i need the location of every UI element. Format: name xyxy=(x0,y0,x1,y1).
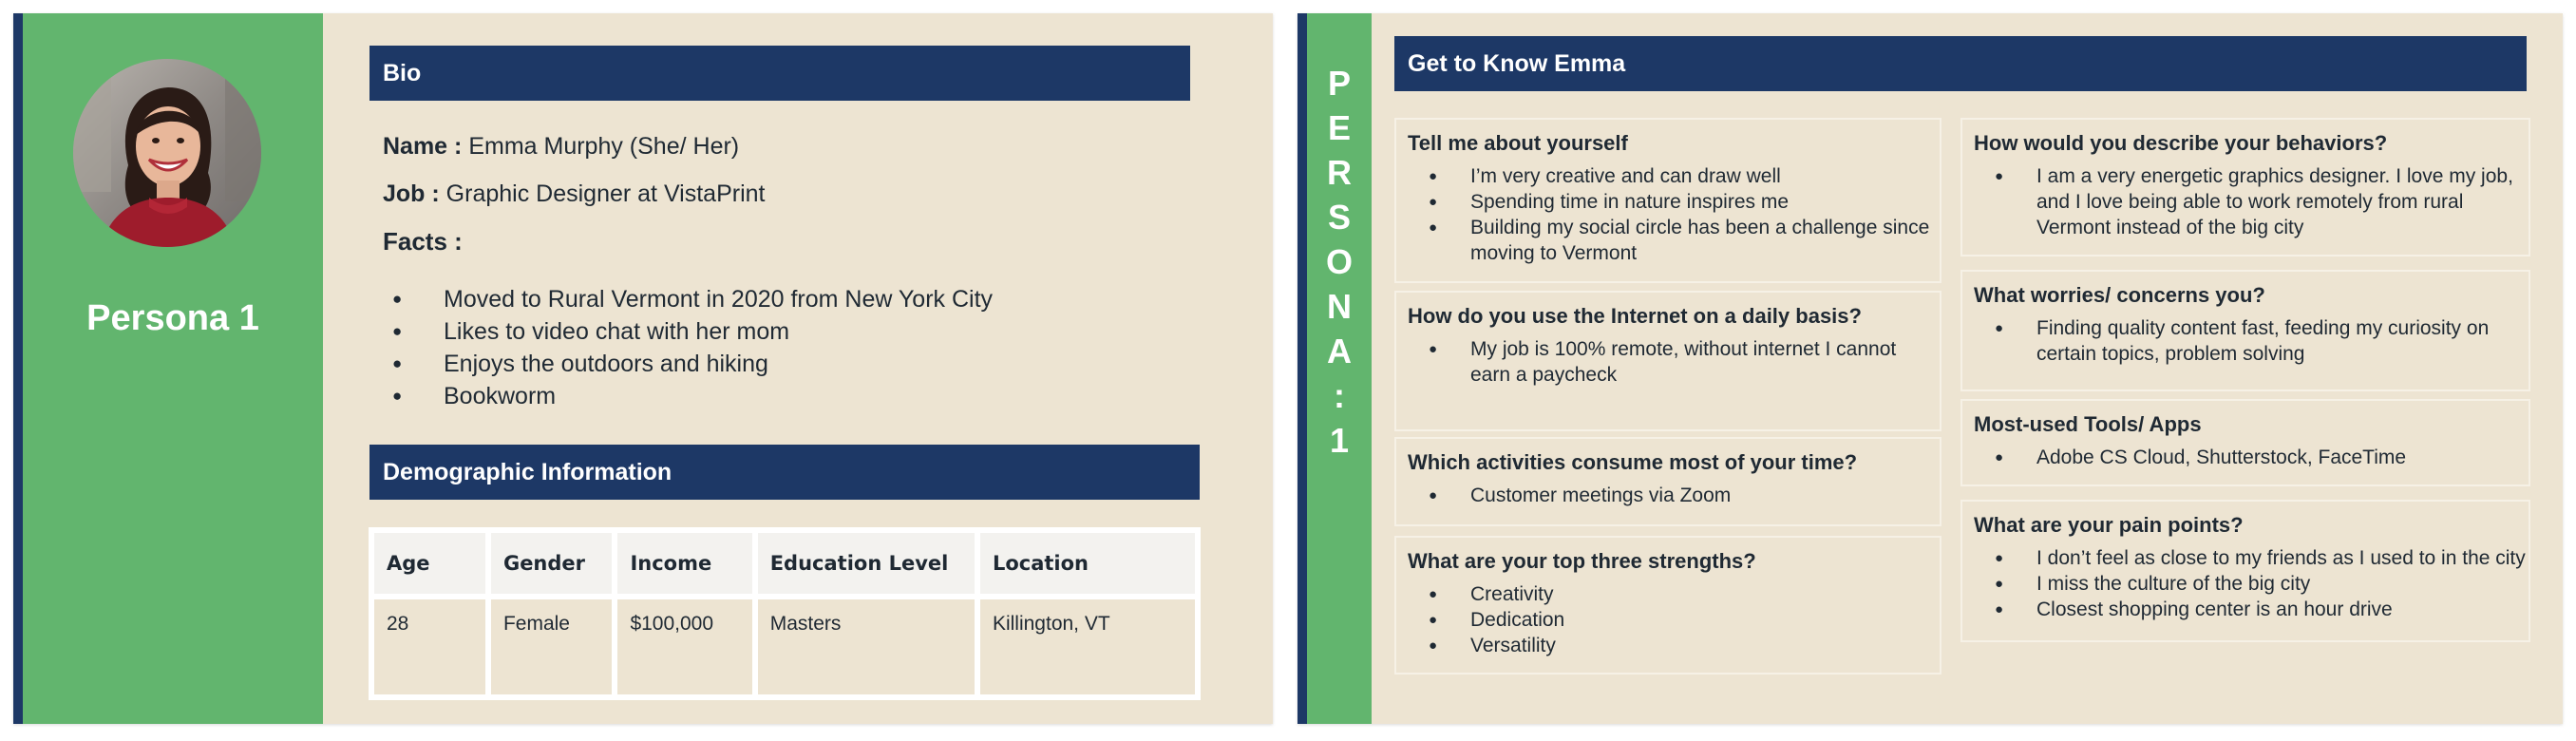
card-answer: ● Versatility xyxy=(1408,633,1940,658)
card-answer: ● I am a very energetic graphics designer. I love my job, and I love being able to work remotely from rural Vermont instead of the big city xyxy=(1974,163,2529,240)
card-answer-list xyxy=(1974,445,2529,470)
card-answer: ● I miss the culture of the big city xyxy=(1974,571,2529,597)
vertical-letter: N xyxy=(1327,287,1352,326)
facts-label: Facts : xyxy=(383,227,463,256)
vertical-letter: R xyxy=(1327,153,1352,192)
persona-title: Persona 1 xyxy=(86,298,259,338)
card-question: Tell me about yourself xyxy=(1408,131,1628,155)
card-strengths xyxy=(1394,536,1941,674)
card-answer-list xyxy=(1408,581,1940,658)
slide-edge-strip xyxy=(1297,13,1307,724)
card-question: What are your pain points? xyxy=(1974,513,2244,537)
cell-income: $100,000 xyxy=(615,597,754,697)
fact-item: ● Enjoys the outdoors and hiking xyxy=(383,348,993,380)
card-question: Most-used Tools/ Apps xyxy=(1974,412,2202,436)
cell-location: Killington, VT xyxy=(977,597,1198,697)
persona-sidebar xyxy=(23,13,323,724)
card-answer-list xyxy=(1974,545,2529,622)
card-worries xyxy=(1960,270,2530,391)
card-answer: ● Adobe CS Cloud, Shutterstock, FaceTime xyxy=(1974,445,2529,470)
card-pain-points xyxy=(1960,500,2530,642)
get-to-know-slide xyxy=(1297,13,2563,724)
card-answer: ● Dedication xyxy=(1408,607,1940,633)
demographic-table xyxy=(369,527,1201,700)
avatar-photo-icon xyxy=(73,59,261,247)
column-header-income: Income xyxy=(615,530,754,597)
bio-name xyxy=(383,133,739,161)
vertical-persona-title xyxy=(1307,61,1372,463)
name-label: Name : xyxy=(383,133,463,160)
column-header-location: Location xyxy=(977,530,1198,597)
slide-edge-strip xyxy=(13,13,23,724)
card-question: What worries/ concerns you? xyxy=(1974,283,2265,307)
column-header-gender: Gender xyxy=(488,530,615,597)
vertical-letter: : xyxy=(1334,376,1345,415)
card-question: How do you use the Internet on a daily basis? xyxy=(1408,304,1862,328)
fact-item: ● Bookworm xyxy=(383,380,993,412)
card-answer: ● Customer meetings via Zoom xyxy=(1408,483,1940,508)
card-activities xyxy=(1394,437,1941,526)
card-answer: ● Building my social circle has been a challenge since moving to Vermont xyxy=(1408,215,1940,266)
table-header-row xyxy=(371,530,1198,597)
demographic-heading: Demographic Information xyxy=(369,445,1200,500)
cell-education: Masters xyxy=(755,597,977,697)
card-answer-list xyxy=(1974,315,2529,367)
column-header-education: Education Level xyxy=(755,530,977,597)
card-answer: ● Creativity xyxy=(1408,581,1940,607)
bio-job xyxy=(383,180,765,208)
avatar xyxy=(73,59,261,247)
card-answer: ● Spending time in nature inspires me xyxy=(1408,189,1940,215)
card-answer-list xyxy=(1408,163,1940,266)
card-behaviors xyxy=(1960,118,2530,256)
vertical-letter: P xyxy=(1327,64,1351,103)
card-answer: ● Finding quality content fast, feeding my curiosity on certain topics, problem solving xyxy=(1974,315,2529,367)
fact-item: ● Moved to Rural Vermont in 2020 from New York City xyxy=(383,283,993,315)
vertical-letter: 1 xyxy=(1329,421,1350,460)
vertical-letter: O xyxy=(1325,242,1353,281)
card-question: Which activities consume most of your time? xyxy=(1408,450,1858,474)
card-answer: ● I’m very creative and can draw well xyxy=(1408,163,1940,189)
job-label: Job : xyxy=(383,180,440,207)
card-answer: ● Closest shopping center is an hour drive xyxy=(1974,597,2529,622)
cell-age: 28 xyxy=(371,597,488,697)
card-answer-list xyxy=(1974,163,2529,240)
card-question: What are your top three strengths? xyxy=(1408,549,1756,573)
facts-list xyxy=(383,283,993,412)
vertical-letter: A xyxy=(1327,332,1352,370)
card-answer: ● I don’t feel as close to my friends as I used to in the city xyxy=(1974,545,2529,571)
job-value: Graphic Designer at VistaPrint xyxy=(445,180,766,207)
card-internet-use xyxy=(1394,291,1941,431)
persona-vertical-sidebar xyxy=(1307,13,1372,724)
card-answer-list xyxy=(1408,483,1940,508)
card-question: How would you describe your behaviors? xyxy=(1974,131,2388,155)
table-row xyxy=(371,597,1198,697)
column-header-age: Age xyxy=(371,530,488,597)
vertical-letter: S xyxy=(1327,198,1351,237)
card-answer: ● My job is 100% remote, without internet I cannot earn a paycheck xyxy=(1408,336,1940,388)
bio-heading: Bio xyxy=(369,46,1190,101)
cell-gender: Female xyxy=(488,597,615,697)
vertical-letter: E xyxy=(1327,108,1351,147)
fact-item: ● Likes to video chat with her mom xyxy=(383,315,993,348)
get-to-know-heading: Get to Know Emma xyxy=(1394,36,2527,91)
card-tools-apps xyxy=(1960,399,2530,486)
card-answer-list xyxy=(1408,336,1940,388)
name-value: Emma Murphy (She/ Her) xyxy=(468,133,740,160)
persona-bio-slide xyxy=(13,13,1273,724)
card-about-yourself xyxy=(1394,118,1941,283)
